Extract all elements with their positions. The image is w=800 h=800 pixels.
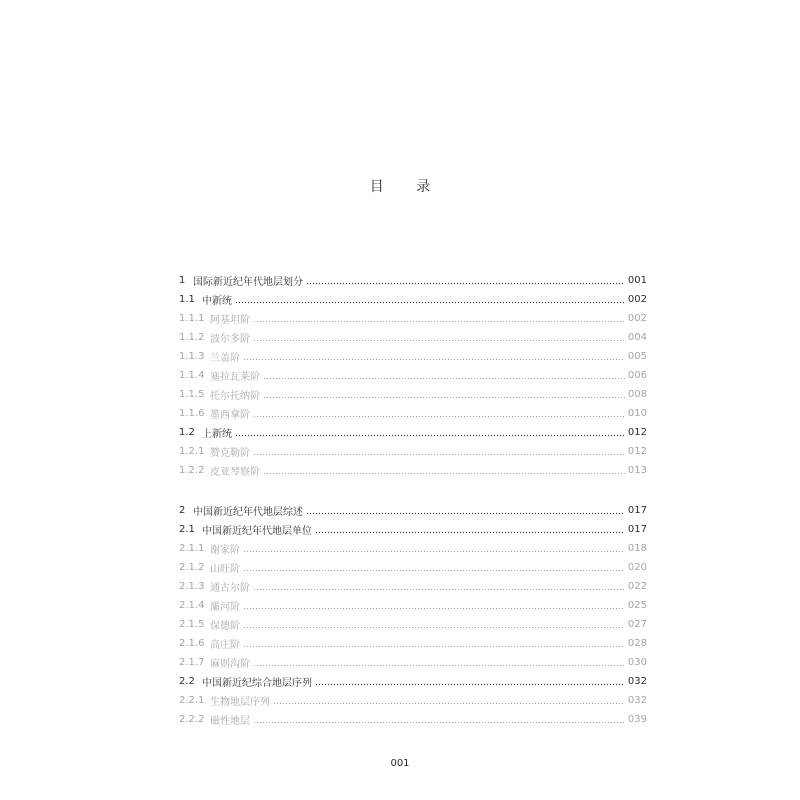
toc-entry-title: 通古尔阶 xyxy=(210,583,250,594)
toc-entry-number: 1.1.6 xyxy=(179,408,205,419)
toc-entry-number: 1.1.5 xyxy=(179,389,205,400)
toc-entry-page: 008 xyxy=(627,389,647,400)
toc-entry-level-3[interactable] xyxy=(179,385,647,404)
toc-entry-title: 生物地层序列 xyxy=(210,697,270,708)
toc-entry-number: 1 xyxy=(179,275,186,286)
toc-entry-page: 001 xyxy=(627,275,647,286)
toc-entry-number: 2.2.2 xyxy=(179,714,205,725)
toc-entry-title: 麻则沟阶 xyxy=(210,659,250,670)
dot-leader xyxy=(243,551,625,552)
toc-entry-page: 012 xyxy=(627,446,647,457)
toc-entry-page: 017 xyxy=(627,505,647,516)
toc-entry-page: 025 xyxy=(627,600,647,611)
toc-entry-level-3[interactable] xyxy=(179,596,647,615)
toc-entry-number: 2.1.1 xyxy=(179,543,205,554)
toc-entry-title: 阿基坦阶 xyxy=(210,315,250,326)
toc-entry-title: 灞河阶 xyxy=(210,602,240,613)
dot-leader xyxy=(315,532,625,533)
toc-entry-number: 1.2 xyxy=(179,427,195,438)
toc-entry-page: 027 xyxy=(627,619,647,630)
toc-entry-page: 028 xyxy=(627,638,647,649)
toc-entry-title: 保德阶 xyxy=(210,621,240,632)
toc-entry-title: 上新统 xyxy=(202,429,232,440)
toc-entry-page: 012 xyxy=(627,427,647,438)
toc-entry-number: 1.2.2 xyxy=(179,465,205,476)
toc-entry-title: 塞拉瓦莱阶 xyxy=(210,372,260,383)
toc-entry-page: 006 xyxy=(627,370,647,381)
dot-leader xyxy=(253,416,625,417)
toc-entry-page: 017 xyxy=(627,524,647,535)
dot-leader xyxy=(315,684,625,685)
toc-entry-level-2[interactable] xyxy=(179,290,647,309)
toc-entry-number: 2.2.1 xyxy=(179,695,205,706)
toc-entry-page: 013 xyxy=(627,465,647,476)
toc-entry-level-1[interactable] xyxy=(179,501,647,520)
toc-entry-number: 1.1.4 xyxy=(179,370,205,381)
toc-entry-level-2[interactable] xyxy=(179,672,647,691)
toc-entry-number: 1.1.2 xyxy=(179,332,205,343)
dot-leader xyxy=(306,283,625,284)
toc-entry-level-3[interactable] xyxy=(179,634,647,653)
toc-entry-page: 004 xyxy=(627,332,647,343)
toc-entry-title: 波尔多阶 xyxy=(210,334,250,345)
dot-leader xyxy=(243,646,625,647)
dot-leader xyxy=(263,397,625,398)
dot-leader xyxy=(263,473,625,474)
toc-entry-level-3[interactable] xyxy=(179,710,647,729)
dot-leader xyxy=(243,627,625,628)
toc-entry-page: 002 xyxy=(627,294,647,305)
dot-leader xyxy=(253,722,625,723)
toc-entry-number: 2.1.5 xyxy=(179,619,205,630)
toc-entry-page: 005 xyxy=(627,351,647,362)
toc-entry-page: 022 xyxy=(627,581,647,592)
toc-entry-level-1[interactable] xyxy=(179,271,647,290)
toc-entry-title: 中国新近纪综合地层序列 xyxy=(202,678,312,689)
toc-entry-title: 国际新近纪年代地层划分 xyxy=(193,277,303,288)
toc-entry-title: 谢家阶 xyxy=(210,545,240,556)
toc-entry-page: 020 xyxy=(627,562,647,573)
dot-leader xyxy=(243,608,625,609)
page-number: 001 xyxy=(390,758,410,769)
toc-entry-number: 2.1.3 xyxy=(179,581,205,592)
toc-entry-level-3[interactable] xyxy=(179,404,647,423)
toc-entry-level-3[interactable] xyxy=(179,558,647,577)
toc-entry-number: 2.1 xyxy=(179,524,195,535)
toc-entry-title: 山旺阶 xyxy=(210,564,240,575)
toc-entry-level-2[interactable] xyxy=(179,520,647,539)
toc-entry-title: 皮亚琴察阶 xyxy=(210,467,260,478)
toc-entry-level-3[interactable] xyxy=(179,539,647,558)
toc-entry-number: 1.2.1 xyxy=(179,446,205,457)
dot-leader xyxy=(253,589,625,590)
toc-entry-number: 1.1 xyxy=(179,294,195,305)
toc-entry-level-3[interactable] xyxy=(179,461,647,480)
toc-entry-page: 032 xyxy=(627,695,647,706)
toc-entry-level-3[interactable] xyxy=(179,653,647,672)
dot-leader xyxy=(253,340,625,341)
toc-entry-page: 018 xyxy=(627,543,647,554)
toc-entry-number: 2.1.2 xyxy=(179,562,205,573)
toc-entry-title: 赞克勒阶 xyxy=(210,448,250,459)
toc-entry-number: 1.1.3 xyxy=(179,351,205,362)
toc-entry-title: 墨西拿阶 xyxy=(210,410,250,421)
toc-entry-level-3[interactable] xyxy=(179,309,647,328)
toc-entry-page: 002 xyxy=(627,313,647,324)
dot-leader xyxy=(306,513,625,514)
toc-entry-level-3[interactable] xyxy=(179,347,647,366)
toc-entry-title: 磁性地层 xyxy=(210,716,250,727)
toc-entry-title: 兰盖阶 xyxy=(210,353,240,364)
dot-leader xyxy=(243,570,625,571)
dot-leader xyxy=(273,703,625,704)
dot-leader xyxy=(253,665,625,666)
dot-leader xyxy=(263,378,625,379)
toc-entry-page: 010 xyxy=(627,408,647,419)
toc-entry-number: 2.2 xyxy=(179,676,195,687)
toc-entry-number: 2.1.4 xyxy=(179,600,205,611)
toc-entry-title: 托尔托纳阶 xyxy=(210,391,260,402)
toc-entry-number: 2.1.6 xyxy=(179,638,205,649)
toc-entry-page: 030 xyxy=(627,657,647,668)
toc-entry-title: 中国新近纪年代地层单位 xyxy=(202,526,312,537)
dot-leader xyxy=(253,321,625,322)
toc-entry-number: 1.1.1 xyxy=(179,313,205,324)
section-spacer xyxy=(179,480,647,501)
dot-leader xyxy=(235,302,625,303)
toc-entry-number: 2.1.7 xyxy=(179,657,205,668)
table-of-contents xyxy=(179,271,647,729)
toc-entry-title: 中国新近纪年代地层综述 xyxy=(193,507,303,518)
toc-entry-level-2[interactable] xyxy=(179,423,647,442)
toc-entry-level-3[interactable] xyxy=(179,615,647,634)
toc-entry-page: 039 xyxy=(627,714,647,725)
toc-entry-level-3[interactable] xyxy=(179,577,647,596)
page-title: 目 录 xyxy=(369,179,445,195)
toc-entry-level-3[interactable] xyxy=(179,442,647,461)
toc-entry-level-3[interactable] xyxy=(179,366,647,385)
dot-leader xyxy=(243,359,625,360)
dot-leader xyxy=(235,435,625,436)
toc-entry-title: 高庄阶 xyxy=(210,640,240,651)
toc-entry-level-3[interactable] xyxy=(179,691,647,710)
dot-leader xyxy=(253,454,625,455)
toc-entry-page: 032 xyxy=(627,676,647,687)
toc-entry-number: 2 xyxy=(179,505,186,516)
toc-entry-title: 中新统 xyxy=(202,296,232,307)
toc-entry-level-3[interactable] xyxy=(179,328,647,347)
